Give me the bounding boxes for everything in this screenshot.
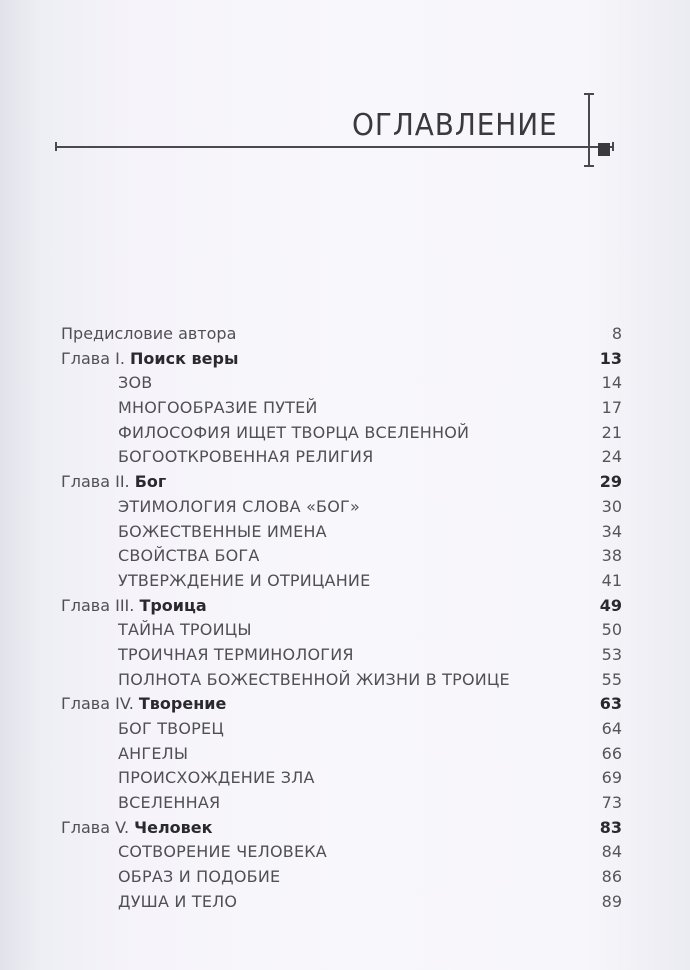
toc-page-number: 29 <box>599 472 622 492</box>
toc-section <box>0 643 690 668</box>
toc-entry-title: Предисловие автора <box>61 324 237 343</box>
toc-section <box>0 445 690 470</box>
chapter-title <box>61 470 166 495</box>
toc-chapter <box>0 594 690 619</box>
chapter-title <box>61 692 226 717</box>
chapter-prefix: Глава I. <box>61 348 130 368</box>
section-title: ПОЛНОТА БОЖЕСТВЕННОЙ ЖИЗНИ В ТРОИЦЕ <box>118 669 510 689</box>
section-title: МНОГООБРАЗИЕ ПУТЕЙ <box>118 398 318 418</box>
chapter-name: Творение <box>138 694 227 714</box>
chapter-prefix: Глава II. <box>61 472 135 492</box>
toc-section <box>0 717 690 742</box>
chapter-name: Бог <box>134 472 167 492</box>
toc-section <box>0 371 690 396</box>
chapter-name: Троица <box>139 595 207 615</box>
toc-section <box>0 544 690 569</box>
toc-page-number: 69 <box>601 768 622 788</box>
section-title: ОБРАЗ И ПОДОБИЕ <box>118 867 281 887</box>
section-title: БОГ ТВОРЕЦ <box>118 719 224 738</box>
chapter-prefix: Глава V. <box>61 817 135 837</box>
toc-section <box>0 396 690 421</box>
toc-section <box>0 742 690 767</box>
toc-section <box>0 421 690 446</box>
toc-page-number: 50 <box>601 620 622 640</box>
vertical-rule <box>588 94 590 166</box>
table-of-contents <box>0 322 690 915</box>
section-title: БОГООТКРОВЕННАЯ РЕЛИГИЯ <box>118 447 374 467</box>
toc-page-number: 41 <box>601 570 622 590</box>
chapter-prefix: Глава III. <box>61 595 140 615</box>
chapter-name: Поиск веры <box>130 348 239 368</box>
section-title: БОЖЕСТВЕННЫЕ ИМЕНА <box>118 521 327 541</box>
toc-entry-preface <box>0 322 690 347</box>
toc-section <box>0 668 690 693</box>
toc-page-number: 89 <box>601 891 622 911</box>
toc-section <box>0 865 690 890</box>
section-title: ДУША И ТЕЛО <box>118 891 238 911</box>
square-mark-icon <box>598 143 610 156</box>
toc-page-number: 17 <box>601 398 622 418</box>
toc-page-number: 30 <box>601 496 622 516</box>
section-title: УТВЕРЖДЕНИЕ И ОТРИЦАНИЕ <box>118 570 371 590</box>
section-title: ФИЛОСОФИЯ ИЩЕТ ТВОРЦА ВСЕЛЕННОЙ <box>118 422 470 442</box>
toc-page-number: 64 <box>601 719 622 738</box>
toc-section <box>0 495 690 520</box>
toc-page-number: 38 <box>601 546 622 566</box>
toc-page-number: 13 <box>599 348 622 368</box>
toc-section <box>0 569 690 594</box>
toc-section <box>0 791 690 816</box>
rule-end-cap-left <box>55 142 57 151</box>
toc-chapter <box>0 692 690 717</box>
toc-page-number: 8 <box>611 324 622 343</box>
rule-end-cap-bottom <box>584 165 594 167</box>
toc-page-number: 63 <box>599 694 622 714</box>
page-title: ОГЛАВЛЕНИЕ <box>352 108 558 144</box>
section-title: СВОЙСТВА БОГА <box>118 546 260 566</box>
toc-chapter <box>0 470 690 495</box>
section-title: ЗОВ <box>118 373 153 393</box>
toc-section <box>0 890 690 915</box>
toc-page-number: 21 <box>601 422 622 442</box>
chapter-title <box>61 594 207 619</box>
toc-page-number: 53 <box>601 644 622 664</box>
rule-end-cap-top <box>584 93 594 95</box>
toc-page-number: 49 <box>599 595 622 615</box>
section-title: СОТВОРЕНИЕ ЧЕЛОВЕКА <box>118 842 327 862</box>
toc-section <box>0 618 690 643</box>
toc-chapter <box>0 816 690 841</box>
chapter-prefix: Глава IV. <box>61 694 139 714</box>
toc-page-number: 24 <box>601 447 622 467</box>
toc-section <box>0 840 690 865</box>
toc-chapter <box>0 347 690 372</box>
section-title: ВСЕЛЕННАЯ <box>118 793 221 813</box>
section-title: ЭТИМОЛОГИЯ СЛОВА «БОГ» <box>118 496 360 516</box>
section-title: ТРОИЧНАЯ ТЕРМИНОЛОГИЯ <box>118 644 354 664</box>
toc-page-number: 55 <box>601 669 622 689</box>
section-title: ТАЙНА ТРОИЦЫ <box>118 620 252 640</box>
toc-section <box>0 520 690 545</box>
toc-page-number: 14 <box>601 373 622 393</box>
section-title: ПРОИСХОЖДЕНИЕ ЗЛА <box>118 768 315 788</box>
horizontal-rule <box>56 146 613 148</box>
chapter-title <box>61 347 238 372</box>
toc-page-number: 34 <box>601 521 622 541</box>
toc-page-number: 66 <box>601 743 622 763</box>
toc-page-number: 86 <box>601 867 622 887</box>
toc-section <box>0 766 690 791</box>
toc-page-number: 84 <box>601 842 622 862</box>
rule-end-cap-right <box>612 142 614 151</box>
chapter-title <box>61 816 213 841</box>
toc-page-number: 73 <box>601 793 622 813</box>
toc-page-number: 83 <box>599 817 622 837</box>
chapter-name: Человек <box>134 817 213 837</box>
section-title: АНГЕЛЫ <box>118 743 189 763</box>
